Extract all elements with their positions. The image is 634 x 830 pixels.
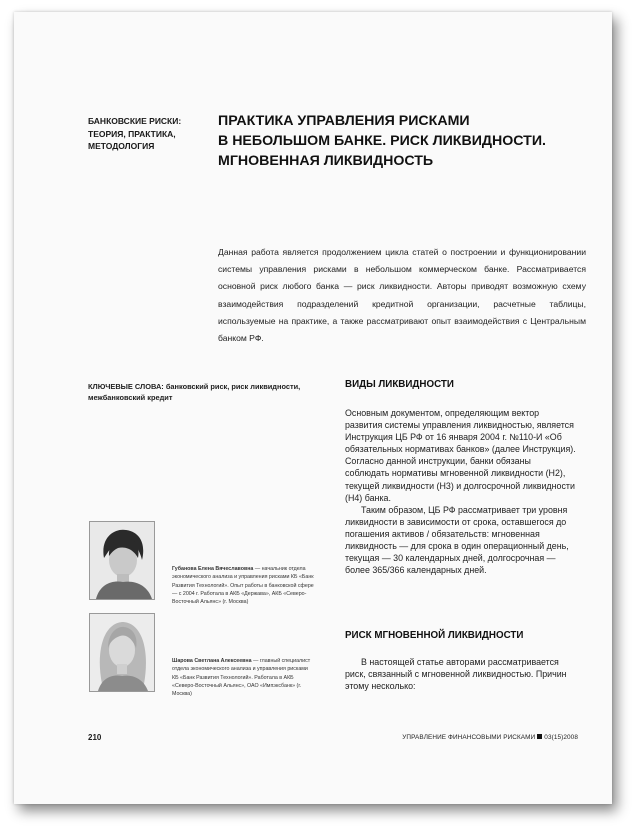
article-title (218, 111, 578, 171)
title-line-2: В НЕБОЛЬШОМ БАНКЕ. РИСК ЛИКВИДНОСТИ. (218, 133, 546, 149)
paragraph: В настоящей статье авторами рассматривается риск, связанный с мгновенной ликвидностью. Причин этому несколько: (345, 657, 567, 692)
author-info-sharova (172, 657, 314, 698)
journal-page (14, 12, 612, 804)
author-name: Губанова Елена Вячеславовна (172, 566, 254, 572)
title-line-1: ПРАКТИКА УПРАВЛЕНИЯ РИСКАМИ (218, 113, 470, 129)
portrait-image (90, 614, 154, 691)
title-line-3: МГНОВЕННАЯ ЛИКВИДНОСТЬ (218, 153, 434, 169)
author-bio: — начальник отдела экономического анализа и управления рисками КБ «Банк Развития Технологий». Опыт работы в банковской сфере — с 2004 г. Работала в АКБ «Держава», АКБ «Северо-Восточный Альянс» (г. Москва) (172, 566, 314, 606)
paragraph: Основным документом, определяющим вектор развития системы управления ликвидностью, является Инструкция ЦБ РФ от 16 января 2004 г. №110-И «Об обязательных нормативах банков» (далее Инструкция). Согласно данной инструкции, банки обязаны соблюдать нормативы мгновенной ликвидности (Н2), текущей ликвидности (Н3) и долгосрочной ликвидности (Н4) банка. (345, 408, 576, 503)
author-photo-gubanova (89, 521, 155, 600)
section-heading-instant-liquidity-risk: РИСК МГНОВЕННОЙ ЛИКВИДНОСТИ (345, 630, 524, 641)
author-name: Шарова Светлана Алексеевна (172, 658, 252, 664)
keywords-label: КЛЮЧЕВЫЕ СЛОВА: (88, 382, 164, 391)
separator-square-icon (537, 734, 542, 739)
article-abstract: Данная работа является продолжением цикла статей о построении и функционировании системы управления рисками в небольшом коммерческом банке. Рассматривается основной риск любого банка — риск ликвидности. Авторы приводят возможную схему взаимодействия подразделений кредитной организации, расчетные таблицы, используемые на практике, а также рассматривают опыт взаимодействия с Центральным банком РФ. (218, 247, 586, 344)
rubric-label: БАНКОВСКИЕ РИСКИ: ТЕОРИЯ, ПРАКТИКА, МЕТОДОЛОГИЯ (88, 116, 182, 151)
magazine-title: УПРАВЛЕНИЕ ФИНАНСОВЫМИ РИСКАМИ (402, 734, 536, 741)
keywords-block (88, 382, 334, 403)
page-number: 210 (88, 733, 102, 742)
section-heading-liquidity-types: ВИДЫ ЛИКВИДНОСТИ (345, 379, 454, 390)
keywords-text: банковский риск, риск ликвидности, межбанковский кредит (88, 382, 301, 402)
author-info-gubanova (172, 565, 314, 606)
issue-number: 03(15)2008 (544, 734, 578, 741)
section-body-liquidity-types (345, 407, 577, 576)
portrait-image (90, 522, 154, 599)
magazine-footer (402, 734, 578, 741)
section-body-instant-liquidity-risk (345, 656, 577, 692)
author-photo-sharova (89, 613, 155, 692)
author-bio: — главный специалист отдела экономического анализа и управления рисками КБ «Банк Развития Технологий». Работала в АКБ «Северо-Восточный Альянс», ОАО «Импэксбанк» (г. Москва) (172, 658, 311, 698)
paragraph: Таким образом, ЦБ РФ рассматривает три уровня ликвидности в зависимости от срока, оставшегося до погашения активов / обязательств: мгновенная ликвидность — для срока в один операционный день, текущая — 30 календарных дней, долгосрочная — более 365/366 календарных дней. (345, 504, 569, 576)
